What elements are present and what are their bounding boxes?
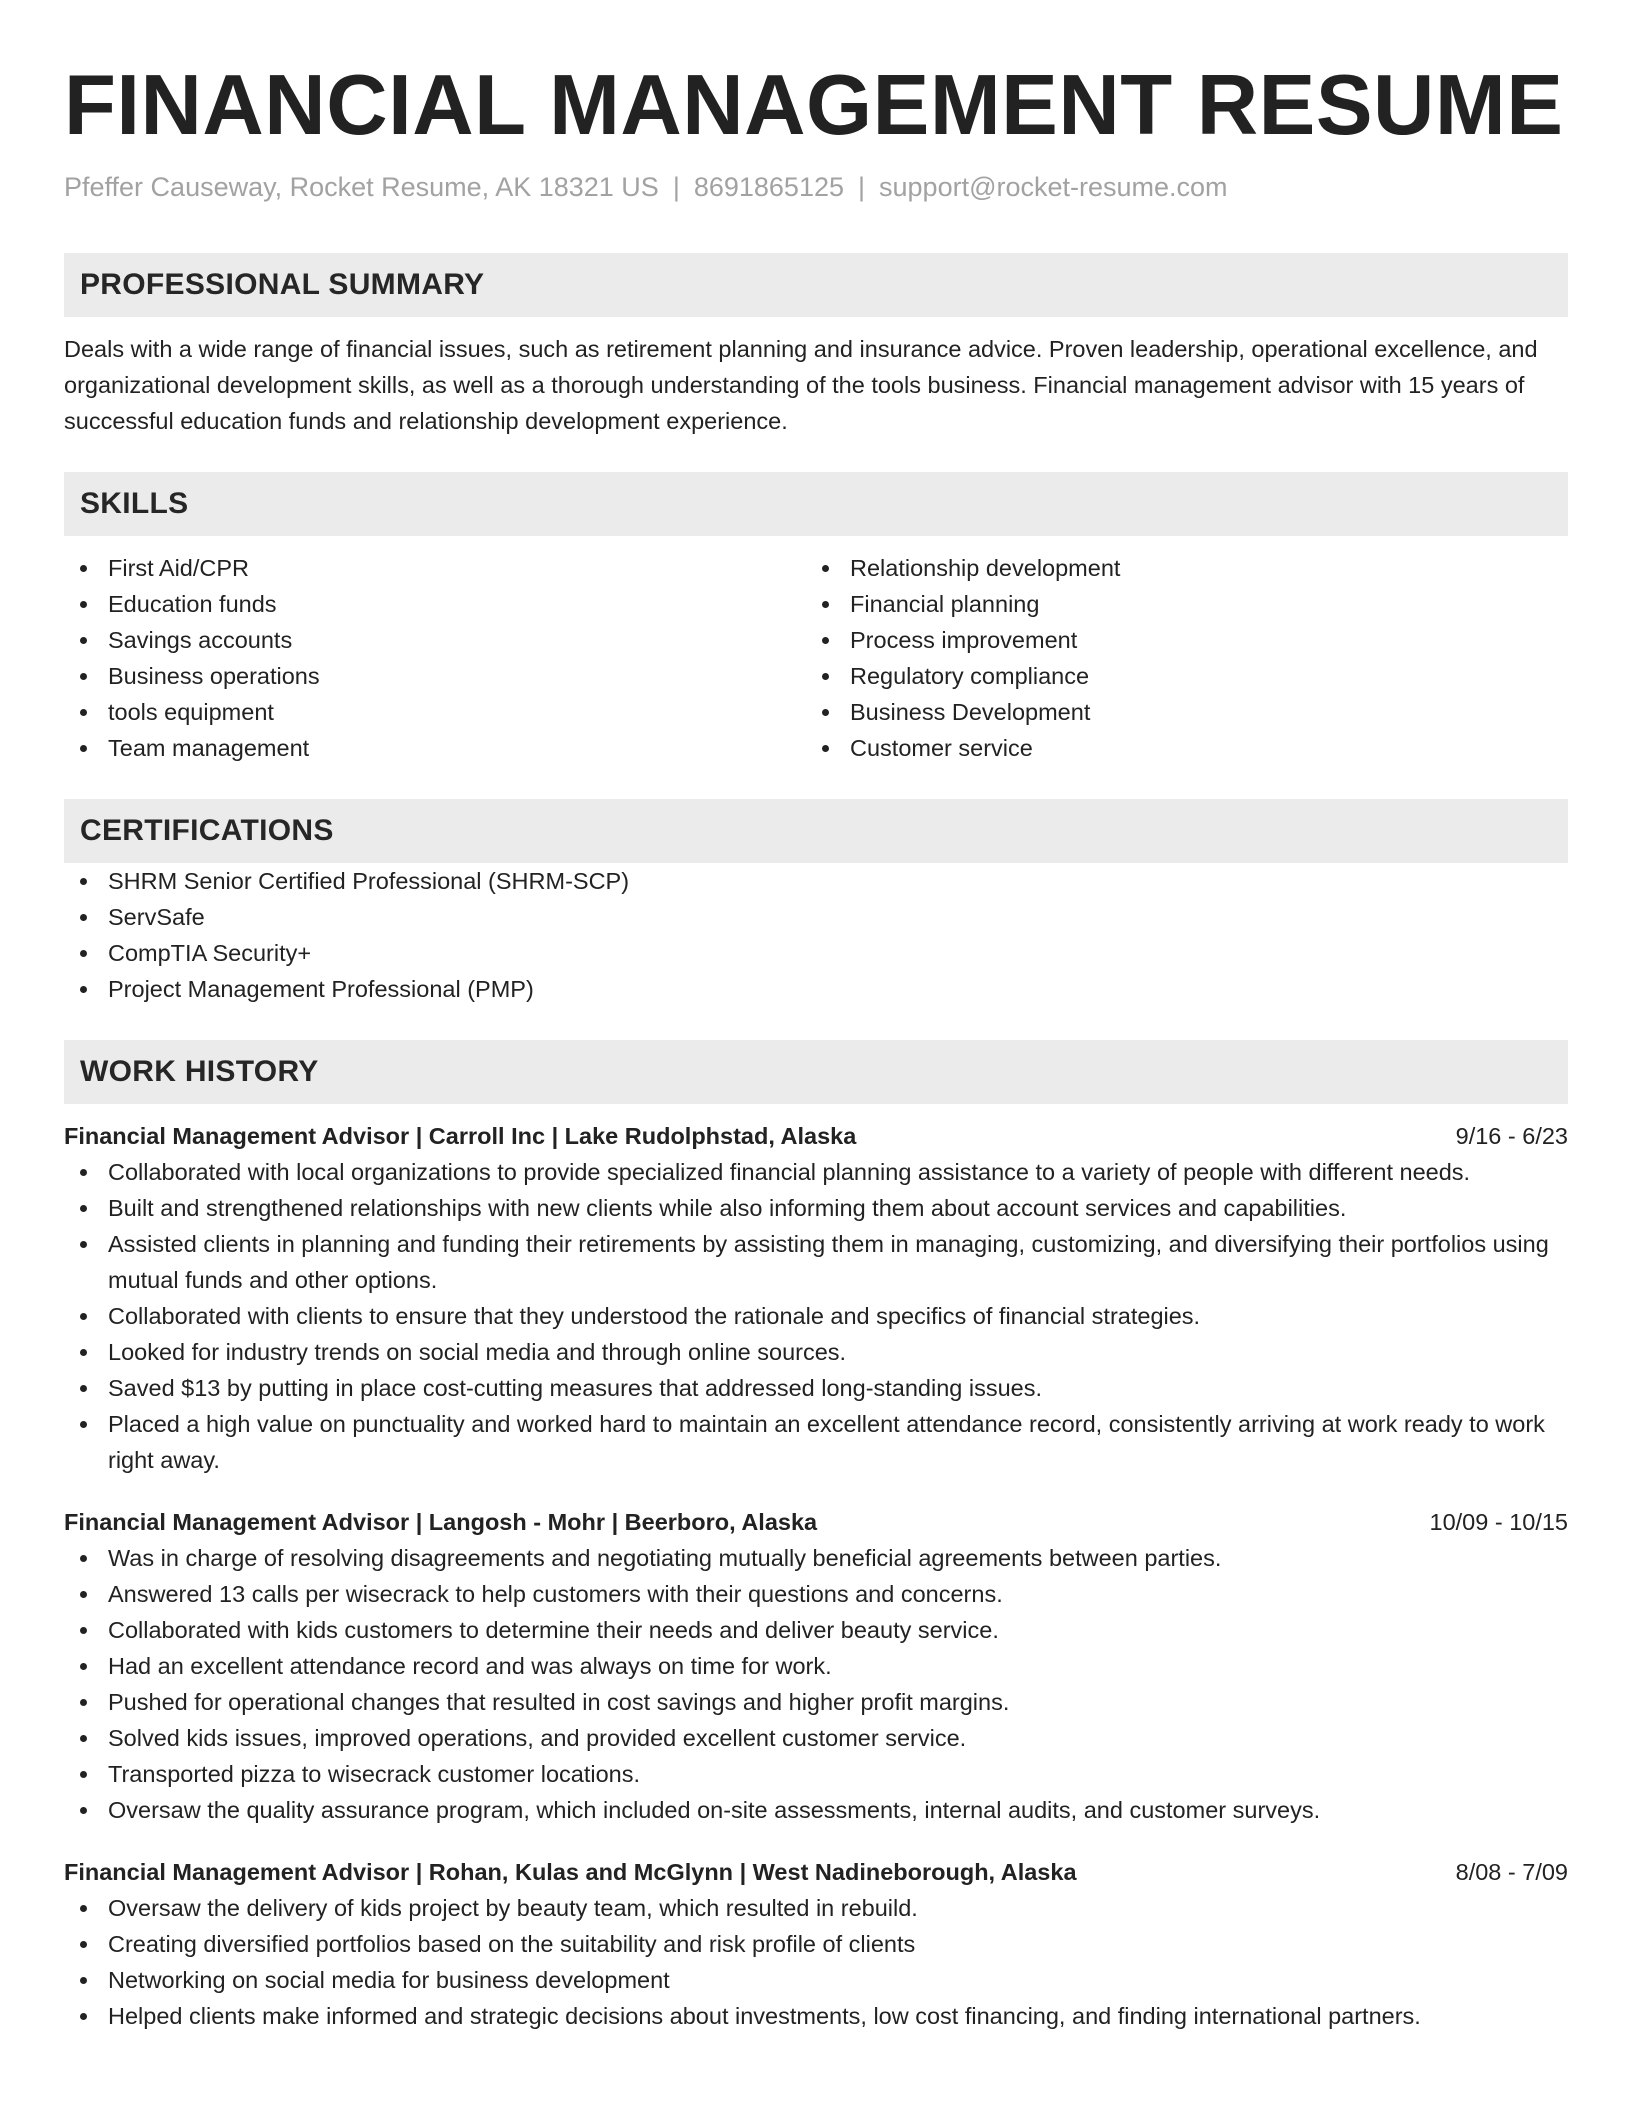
skill-item: tools equipment (64, 694, 806, 730)
skill-item: Savings accounts (64, 622, 806, 658)
contact-address: Pfeffer Causeway, Rocket Resume, AK 18321 US (64, 172, 659, 202)
job-bullet: Placed a high value on punctuality and worked hard to maintain an excellent attendance record, consistently arriving at work ready to work right away. (64, 1406, 1568, 1478)
section-header-skills (64, 472, 1568, 536)
job-title: Financial Management Advisor | Langosh - Mohr | Beerboro, Alaska (64, 1509, 818, 1535)
resume-content (64, 56, 1568, 2034)
job-header (64, 1504, 1568, 1540)
section-title: WORK HISTORY (80, 1055, 319, 1088)
job-bullet: Collaborated with clients to ensure that they understood the rationale and specifics of financial strategies. (64, 1298, 1568, 1334)
job-entry (64, 1854, 1568, 2034)
skill-item: Process improvement (806, 622, 1568, 658)
job-dates: 10/09 - 10/15 (1429, 1509, 1568, 1535)
section-header-work-history (64, 1040, 1568, 1104)
job-bullet: Oversaw the delivery of kids project by beauty team, which resulted in rebuild. (64, 1890, 1568, 1926)
job-bullet: Assisted clients in planning and funding their retirements by assisting them in managing, customizing, and diversifying their portfolios using mutual funds and other options. (64, 1226, 1568, 1298)
job-bullet: Helped clients make informed and strategic decisions about investments, low cost financing, and finding international partners. (64, 1998, 1568, 2034)
section-header-summary (64, 253, 1568, 317)
job-title: Financial Management Advisor | Carroll Inc | Lake Rudolphstad, Alaska (64, 1123, 857, 1149)
section-title: PROFESSIONAL SUMMARY (80, 268, 485, 301)
job-title: Financial Management Advisor | Rohan, Kulas and McGlynn | West Nadineborough, Alaska (64, 1859, 1077, 1885)
skills-column-right (806, 550, 1568, 766)
job-bullet: Networking on social media for business development (64, 1962, 1568, 1998)
certification-item: CompTIA Security+ (64, 935, 1568, 971)
job-bullet: Built and strengthened relationships with new clients while also informing them about account services and capabilities. (64, 1190, 1568, 1226)
skill-item: Customer service (806, 730, 1568, 766)
job-bullet: Transported pizza to wisecrack customer locations. (64, 1756, 1568, 1792)
skill-item: Regulatory compliance (806, 658, 1568, 694)
job-bullet: Solved kids issues, improved operations, and provided excellent customer service. (64, 1720, 1568, 1756)
resume-title: FINANCIAL MANAGEMENT RESUME (64, 58, 1564, 153)
skills-grid (64, 550, 1568, 766)
job-dates: 9/16 - 6/23 (1455, 1123, 1568, 1149)
section-title: SKILLS (80, 487, 189, 520)
job-bullet: Creating diversified portfolios based on the suitability and risk profile of clients (64, 1926, 1568, 1962)
skill-item: First Aid/CPR (64, 550, 806, 586)
contact-phone: 8691865125 (693, 172, 844, 202)
skill-item: Business operations (64, 658, 806, 694)
job-bullets (64, 1154, 1568, 1478)
skill-item: Financial planning (806, 586, 1568, 622)
summary-text: Deals with a wide range of financial issues, such as retirement planning and insurance advice. Proven leadership, operational excellence, and organizational development skills, as well as a thorough understanding of the tools business. Financial management advisor with 15 years of successful education funds and relationship development experience. (64, 336, 1538, 434)
skills-column-left (64, 550, 806, 766)
job-bullet: Answered 13 calls per wisecrack to help customers with their questions and concerns. (64, 1576, 1568, 1612)
certification-item: ServSafe (64, 899, 1568, 935)
skill-item: Relationship development (806, 550, 1568, 586)
certifications-list (64, 863, 1568, 1007)
job-entry (64, 1504, 1568, 1828)
section-title: CERTIFICATIONS (80, 814, 334, 847)
contact-separator: | (858, 172, 866, 202)
job-bullets (64, 1890, 1568, 2034)
job-bullet: Oversaw the quality assurance program, which included on-site assessments, internal audits, and customer surveys. (64, 1792, 1568, 1828)
job-bullets (64, 1540, 1568, 1828)
job-bullet: Pushed for operational changes that resulted in cost savings and higher profit margins. (64, 1684, 1568, 1720)
job-header (64, 1118, 1568, 1154)
job-bullet: Collaborated with local organizations to provide specialized financial planning assistance to a variety of people with different needs. (64, 1154, 1568, 1190)
certification-item: SHRM Senior Certified Professional (SHRM-SCP) (64, 863, 1568, 899)
job-bullet: Had an excellent attendance record and was always on time for work. (64, 1648, 1568, 1684)
skill-item: Team management (64, 730, 806, 766)
certification-item: Project Management Professional (PMP) (64, 971, 1568, 1007)
contact-line (64, 170, 1568, 204)
skill-item: Education funds (64, 586, 806, 622)
job-header (64, 1854, 1568, 1890)
job-dates: 8/08 - 7/09 (1455, 1859, 1568, 1885)
job-bullet: Saved $13 by putting in place cost-cutting measures that addressed long-standing issues. (64, 1370, 1568, 1406)
contact-separator: | (672, 172, 680, 202)
job-bullet: Collaborated with kids customers to determine their needs and deliver beauty service. (64, 1612, 1568, 1648)
contact-email: support@rocket-resume.com (879, 172, 1228, 202)
job-entry (64, 1118, 1568, 1478)
job-bullet: Was in charge of resolving disagreements and negotiating mutually beneficial agreements between parties. (64, 1540, 1568, 1576)
section-header-certifications (64, 799, 1568, 863)
skill-item: Business Development (806, 694, 1568, 730)
job-bullet: Looked for industry trends on social media and through online sources. (64, 1334, 1568, 1370)
